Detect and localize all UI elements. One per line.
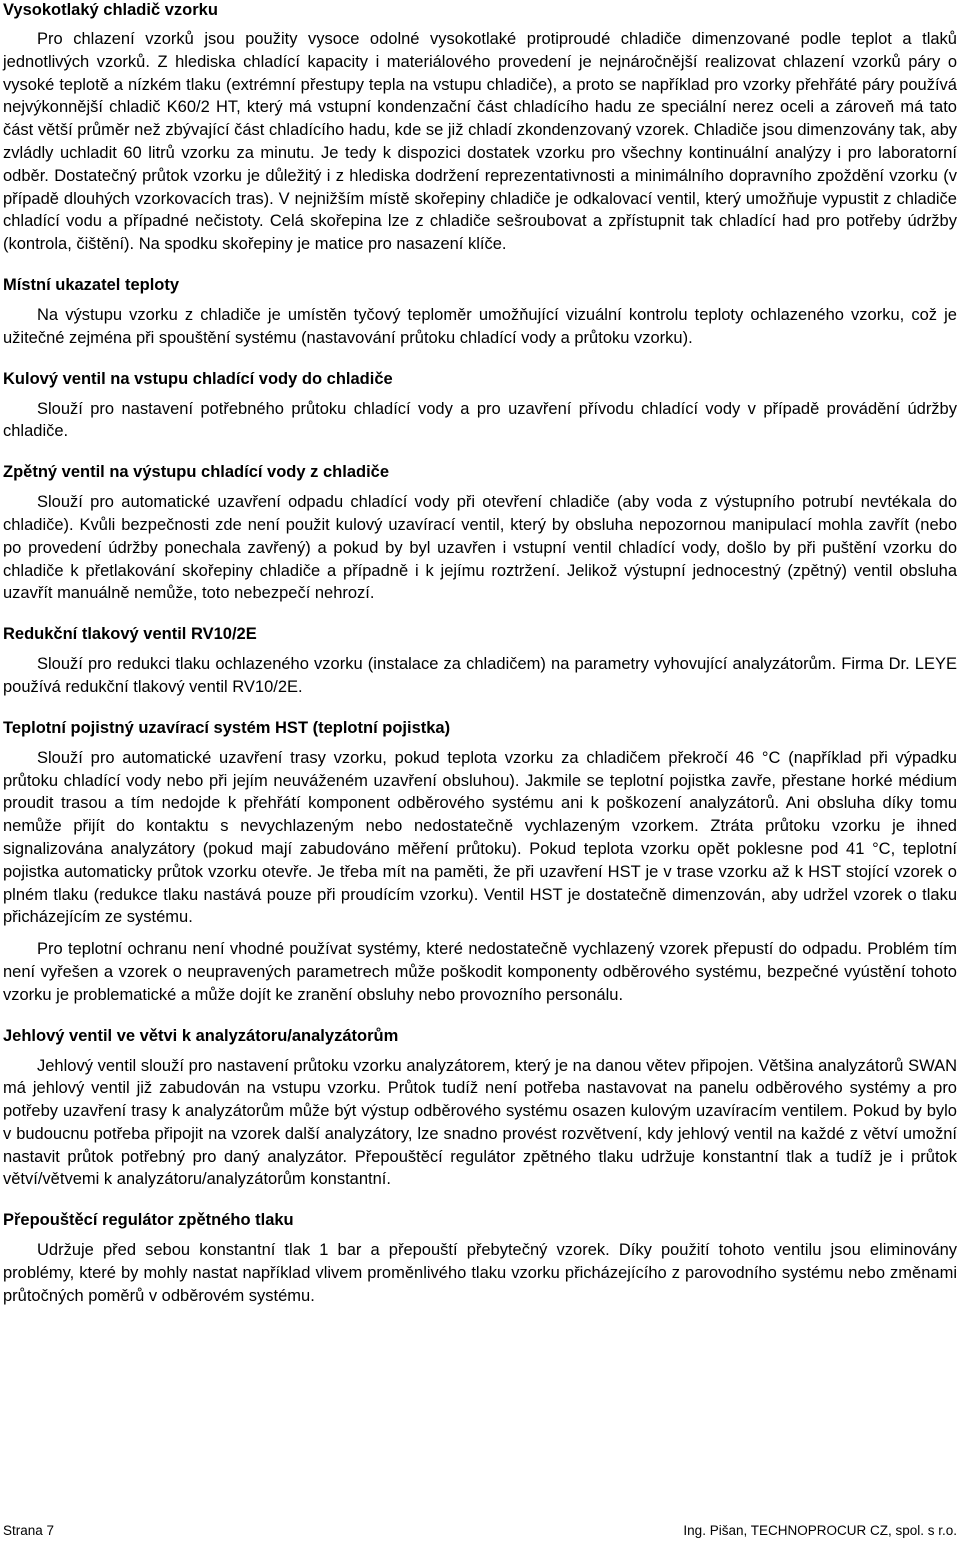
section-heading-redukcni-ventil: Redukční tlakový ventil RV10/2E [3, 625, 257, 644]
page-footer [3, 1523, 957, 1539]
section-heading-ukazatel: Místní ukazatel teploty [3, 275, 180, 294]
section-heading-jehlovy-ventil: Jehlový ventil ve větvi k analyzátoru/analyzátorům [3, 1026, 399, 1045]
section-heading-zpetny-ventil: Zpětný ventil na výstupu chladící vody z chladiče [3, 463, 390, 482]
section-heading-regulator: Přepouštěcí regulátor zpětného tlaku [3, 1211, 294, 1230]
section-paragraph-hst-1: Slouží pro automatické uzavření trasy vzorku, pokud teplota vzorku za chladičem překročí 46 °C (například při výpadku průtoku chladící vody nebo při jejím neuváženém uzavření obsluhou). Jakmile se teplotní pojistka zavře, přestane horké médium proudit trasou a tím nedojde k přehřátí komponent odběrového systému ani k poškození analyzátorů. Ani obsluha díky tomu nemůže přijít do kontaktu s nevychlazeným nebo nedostatečně vychlazeným vzorkem. Ztráta průtoku vzorku je ihned signalizována analyzátory (pokud mají zabudováno měření průtoku). Pokud teplota vzorku opět poklesne pod 41 °C, teplotní pojistka automaticky průtok vzorku otevře. Je třeba mít na paměti, že při uzavření HST je v trase vzorku až k HST stojící vzorek o plném tlaku (redukce tlaku nastává pouze při proudícím vzorku). Ventil HST je dostatečně dimenzován, aby udržel vzorek o tlaku přicházejícím ze systému. [3, 748, 957, 927]
footer-company: Ing. Pišan, TECHNOPROCUR CZ, spol. s r.o. [683, 1523, 957, 1538]
section-heading-kulovy-ventil: Kulový ventil na vstupu chladící vody do chladiče [3, 369, 393, 388]
section-paragraph-ukazatel: Na výstupu vzorku z chladiče je umístěn tyčový teploměr umožňující vizuální kontrolu teploty ochlazeného vzorku, což je užitečné zejména při spouštění systému (nastavování průtoku chladící vody a průtoku vzorku). [3, 305, 957, 347]
section-heading-chladic: Vysokotlaký chladič vzorku [3, 1, 218, 19]
document-page [3, 0, 957, 1308]
section-heading-hst: Teplotní pojistný uzavírací systém HST (teplotní pojistka) [3, 718, 451, 737]
section-paragraph-chladic: Pro chlazení vzorků jsou použity vysoce odolné vysokotlaké protiproudé chladiče dimenzované podle teplot a tlaků jednotlivých vzorků. Z hlediska chladící kapacity i materiálového provedení je nejnáročnější realizovat chlazení vzorků páry o vysoké teplotě a nízkém tlaku (extrémní přestupy tepla na vstupu chladiče), a proto se například pro vzorky přehřáté páry používá nejvýkonnější chladič K60/2 HT, který má vstupní kondenzační část chladícího hadu ze speciální nerez oceli a zároveň má tato část větší průměr než zbývající část chladícího hadu, kde se již chladí zkondenzovaný vzorek. Chladiče jsou dimenzovány tak, aby zvládly uchladit 60 litrů vzorku za minutu. Je tedy k dispozici dostatek vzorku pro všechny kontinuální analýzy i pro laboratorní odběr. Dostatečný průtok vzorku je důležitý i z hlediska dodržení reprezentativnosti a minimálního dopravního zpoždění vzorku (v případě dlouhých vzorkovacích tras). V nejnižším místě skořepiny chladiče je odkalovací ventil, který umožňuje vypustit z chladiče chladící vodu a případné nečistoty. Celá skořepina lze z chladiče sešroubovat a zpřístupnit tak chladící had pro potřeby údržby (kontrola, čištění). Na spodku skořepiny je matice pro nasazení klíče. [3, 30, 957, 254]
section-paragraph-redukcni-ventil: Slouží pro redukci tlaku ochlazeného vzorku (instalace za chladičem) na parametry vyhovující analyzátorům. Firma Dr. LEYE používá redukční tlakový ventil RV10/2E. [3, 655, 957, 696]
section-paragraph-zpetny-ventil: Slouží pro automatické uzavření odpadu chladící vody při otevření chladiče (aby voda z výstupního potrubí nevtékala do chladiče). Kvůli bezpečnosti zde není použit kulový uzavírací ventil, který by obsluha nepozornou manipulací mohla zavřít (nebo po provedení údržby ponechala zavřený) a pokud by byl uzavřen i vstupní ventil chladící vody, došlo by při puštění vzorku do chladiče k přetlakování skořepiny chladiče a případně i k jejímu roztržení. Jelikož výstupní jednocestný (zpětný) ventil obsluha uzavřít manuálně nemůže, toto nebezpečí nehrozí. [3, 493, 957, 603]
section-paragraph-regulator: Udržuje před sebou konstantní tlak 1 bar a přepouští přebytečný vzorek. Díky použití tohoto ventilu jsou eliminovány problémy, které by mohly nastat například vlivem proměnlivého tlaku vzorku přicházejícího z parovodního systému nebo změnami průtočných poměrů v odběrovém systému. [3, 1241, 957, 1305]
section-paragraph-kulovy-ventil: Slouží pro nastavení potřebného průtoku chladící vody a pro uzavření přívodu chladící vody v případě provádění údržby chladiče. [3, 399, 957, 441]
section-paragraph-hst-2: Pro teplotní ochranu není vhodné používat systémy, které nedostatečně vychlazený vzorek přepustí do odpadu. Problém tím není vyřešen a vzorek o neupravených parametrech může poškodit komponenty odběrového systému, bezpečné vyústění tohoto vzorku je problematické a může dojít ke zranění obsluhy nebo provozního personálu. [3, 940, 957, 1004]
section-paragraph-jehlovy-ventil: Jehlový ventil slouží pro nastavení průtoku vzorku analyzátorem, který je na danou větev připojen. Většina analyzátorů SWAN má jehlový ventil již zabudován na vstupu vzorku. Průtok tudíž není potřeba nastavovat na panelu odběrového systémy a pro potřeby uzavření trasy k analyzátorům může být výstup odběrového systému osazen kulovým uzavíracím ventilem. Pokud by bylo v budoucnu potřeba připojit na vzorek další analyzátory, lze snadno provést rozvětvení, kdy jehlový ventil na každé z větví umožní nastavit průtok potřebný pro daný analyzátor. Přepouštěcí regulátor zpětného tlaku udržuje konstantní tlak a tudíž je i průtok větví/větvemi k analyzátoru/analyzátorům konstantní. [3, 1056, 957, 1189]
page-number: Strana 7 [3, 1523, 55, 1538]
